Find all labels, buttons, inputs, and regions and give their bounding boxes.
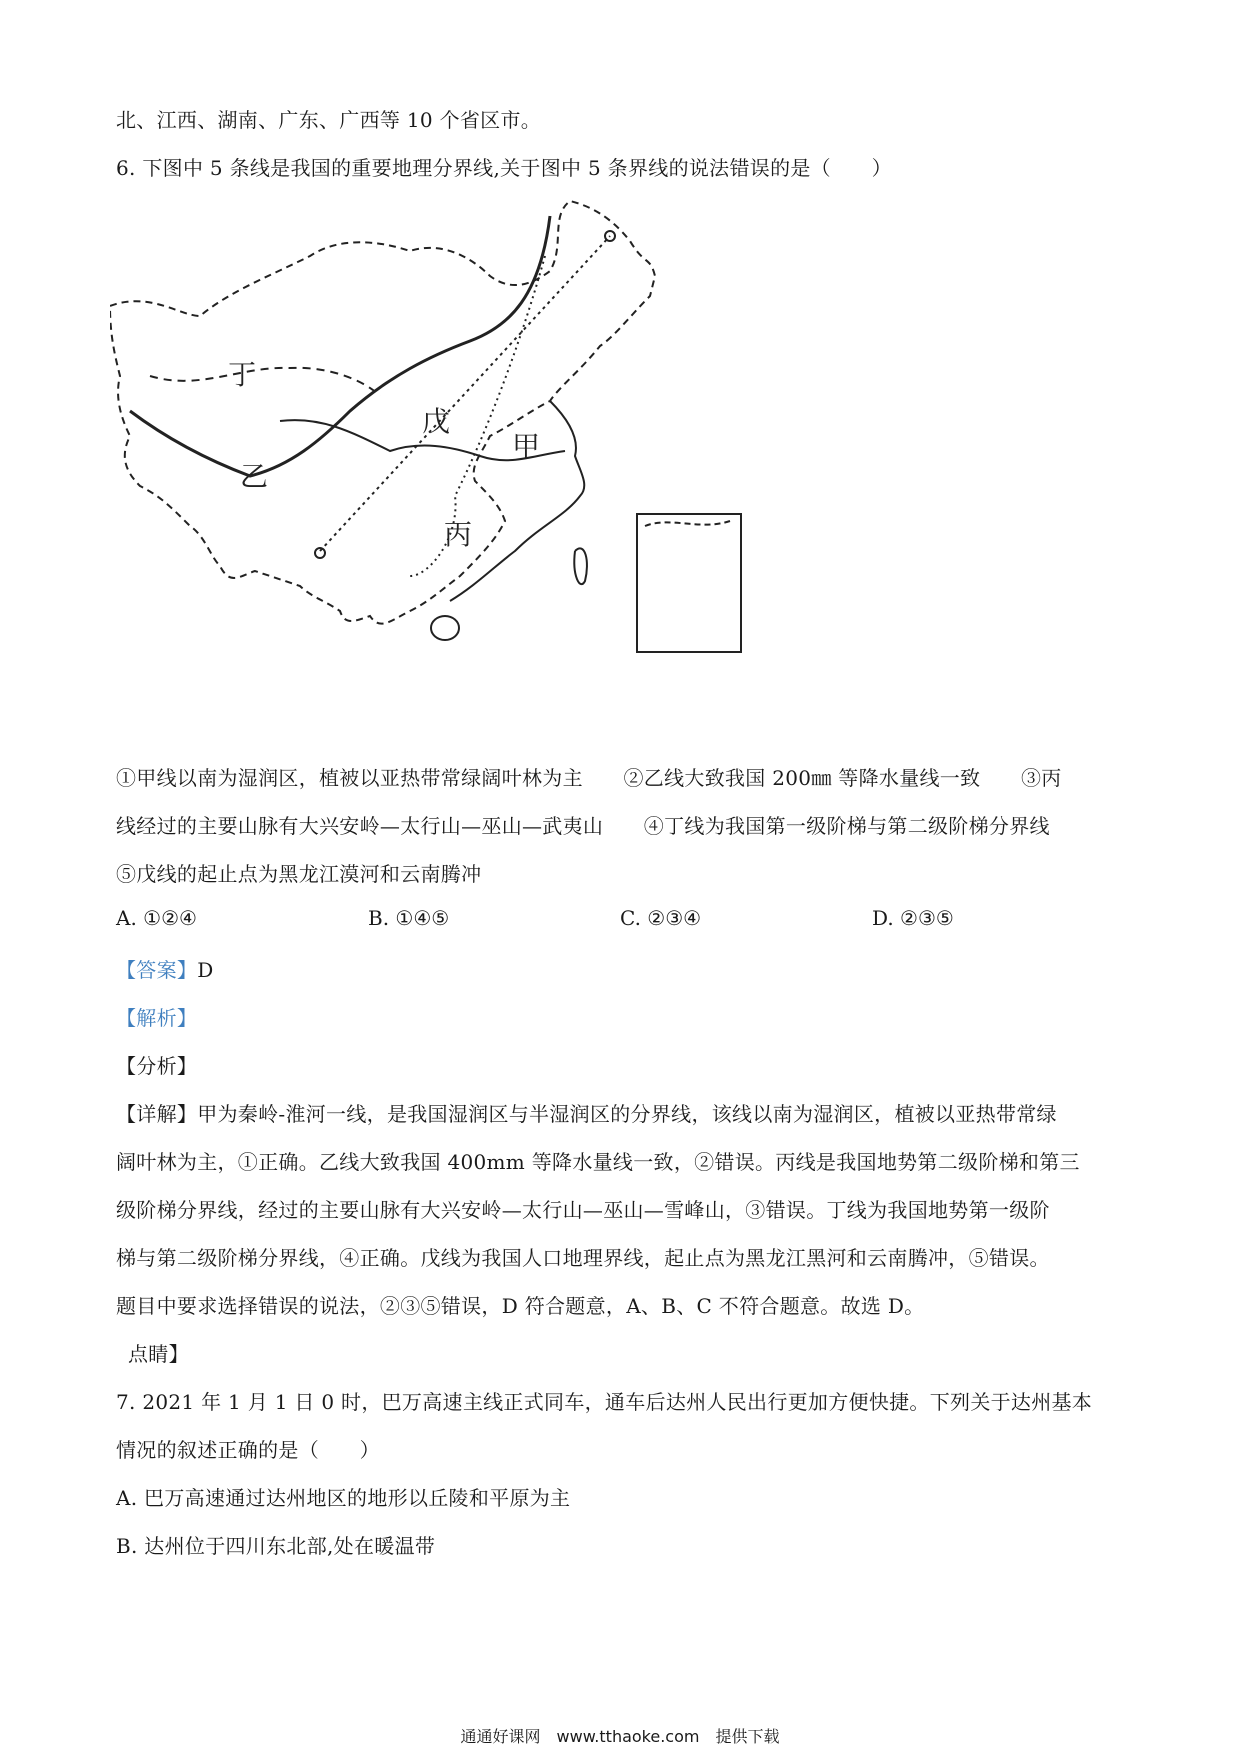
fenxi-heading: 【分析】 [116,1054,198,1078]
footer-source: 通通好课网 www.tthaoke.com 提供下载 [460,1727,780,1746]
map-label-wu: 戊 [422,405,451,438]
answer-tag: 【答案】 [116,958,198,982]
map-label-jia: 甲 [512,430,541,463]
inset-coast [645,521,730,526]
statement-line-1: ①甲线以南为湿润区，植被以亚热带常绿阔叶林为主 ②乙线大致我国 200㎜ 等降水量线一致 ③丙 [116,766,1062,790]
statement-line-3: ⑤戊线的起止点为黑龙江漠河和云南腾冲 [116,862,482,886]
map-label-yi: 乙 [240,460,269,493]
map-label-bing: 丙 [444,518,473,551]
china-boundary-map [110,196,850,736]
detail-line-2: 阔叶林为主，①正确。乙线大致我国 400mm 等降水量线一致，②错误。丙线是我国地势第二级阶梯和第三 [116,1150,1080,1174]
option-d: D. ②③⑤ [872,906,954,930]
question-7-option-a: A. 巴万高速通过达州地区的地形以丘陵和平原为主 [116,1486,571,1510]
wu-end-point [315,548,325,558]
option-b: B. ①④⑤ [368,906,450,930]
continued-text: 北、江西、湖南、广东、广西等 10 个省区市。 [116,108,542,132]
dianjing-heading: 点睛】 [128,1342,189,1366]
option-a: A. ①②④ [116,906,197,930]
option-c: C. ②③④ [620,906,702,930]
hainan-island [431,616,459,640]
answer-row [116,954,214,983]
detail-line-5: 题目中要求选择错误的说法，②③⑤错误，D 符合题意，A、B、C 不符合题意。故选 D。 [116,1294,925,1318]
south-china-sea-inset [637,514,741,652]
detail-line-3: 级阶梯分界线，经过的主要山脉有大兴安岭—太行山—巫山—雪峰山，③错误。丁线为我国地势第一级阶 [116,1198,1050,1222]
taiwan-island [574,548,587,584]
line-ding [150,368,380,396]
line-wu [320,236,610,551]
question-6-stem: 6. 下图中 5 条线是我国的重要地理分界线,关于图中 5 条界线的说法错误的是（ ） [116,156,892,180]
country-border [110,201,655,624]
answer-value: D [197,958,214,982]
question-7-stem-line-1: 7. 2021 年 1 月 1 日 0 时，巴万高速主线正式同车，通车后达州人民出行更加方便快捷。下列关于达州基本 [116,1390,1093,1414]
analysis-tag: 【解析】 [116,1006,198,1030]
question-7-option-b: B. 达州位于四川东北部,处在暖温带 [116,1534,436,1558]
statement-line-2: 线经过的主要山脉有大兴安岭—太行山—巫山—武夷山 ④丁线为我国第一级阶梯与第二级阶梯分界线 [116,814,1050,838]
detail-line-4: 梯与第二级阶梯分界线，④正确。戊线为我国人口地理界线，起止点为黑龙江黑河和云南腾冲，⑤错误。 [116,1246,1050,1270]
question-7-stem-line-2: 情况的叙述正确的是（ ） [116,1438,380,1462]
detail-line-1: 【详解】甲为秦岭-淮河一线，是我国湿润区与半湿润区的分界线，该线以南为湿润区，植被以亚热带常绿 [116,1102,1057,1126]
line-yi [130,216,550,476]
map-label-ding: 丁 [228,358,257,391]
